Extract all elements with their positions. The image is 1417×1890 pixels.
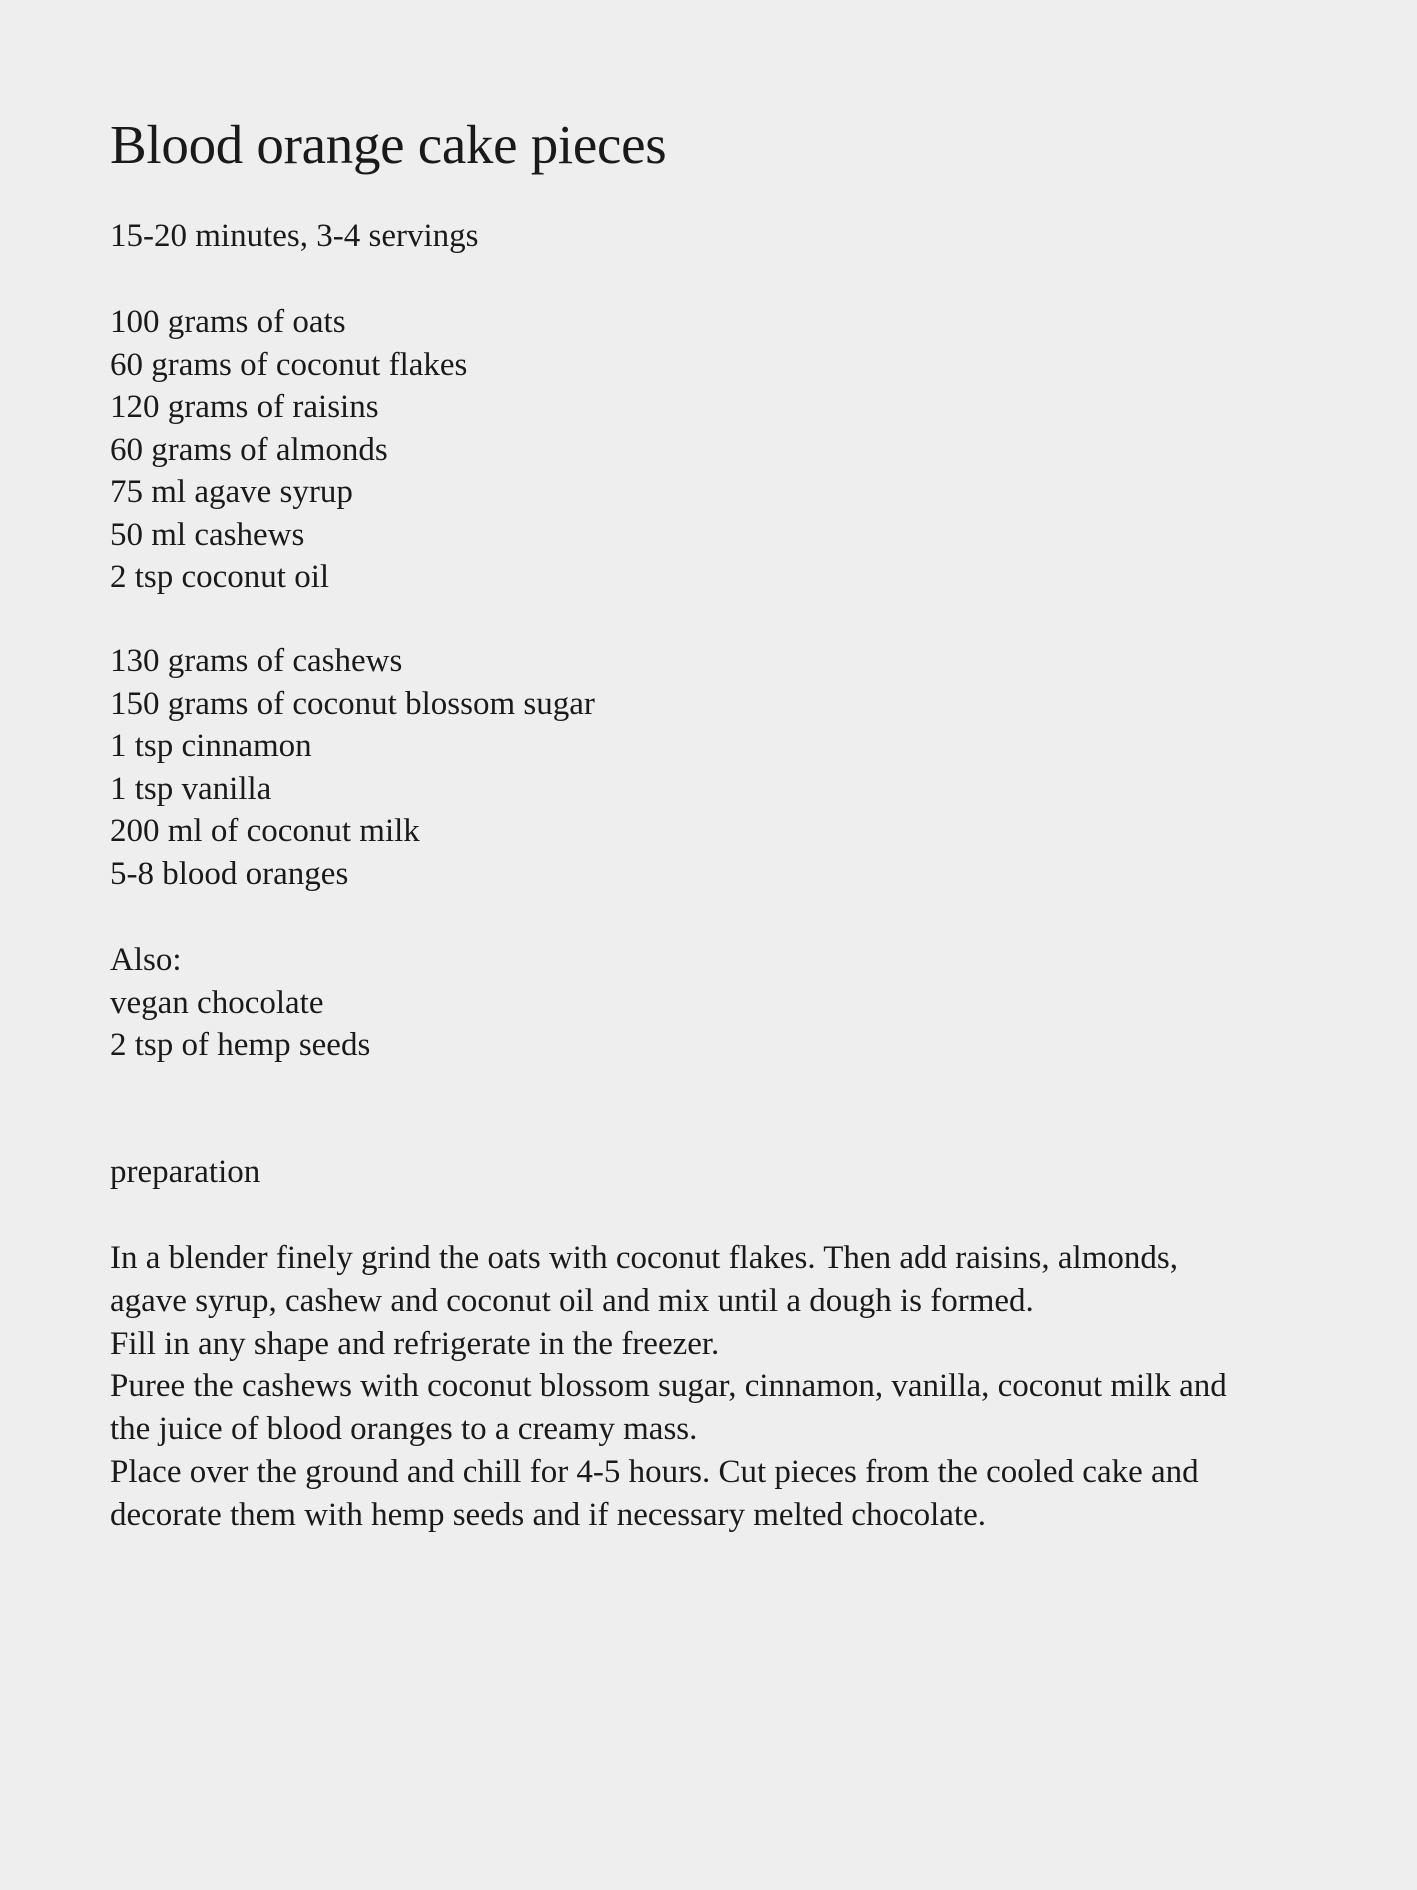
ingredient-item: 75 ml agave syrup bbox=[110, 474, 353, 510]
preparation-line: Fill in any shape and refrigerate in the freezer. bbox=[110, 1325, 720, 1362]
ingredient-item: 50 ml cashews bbox=[110, 516, 305, 553]
preparation-line: In a blender finely grind the oats with coconut flakes. Then add raisins, almonds, bbox=[110, 1240, 1178, 1276]
recipe-title: Blood orange cake pieces bbox=[110, 114, 667, 175]
also-heading: Also: bbox=[110, 942, 182, 978]
preparation-line: the juice of blood oranges to a creamy mass. bbox=[110, 1411, 698, 1448]
ingredient-item: 200 ml of coconut milk bbox=[110, 813, 420, 849]
ingredient-item: 120 grams of raisins bbox=[110, 389, 379, 425]
ingredient-item: 2 tsp of hemp seeds bbox=[110, 1027, 371, 1063]
ingredient-item: 60 grams of almonds bbox=[110, 431, 388, 468]
ingredient-item: 60 grams of coconut flakes bbox=[110, 346, 468, 383]
ingredient-item: 1 tsp cinnamon bbox=[110, 728, 312, 764]
ingredient-item: 5-8 blood oranges bbox=[110, 855, 349, 892]
ingredient-item: 2 tsp coconut oil bbox=[110, 559, 330, 595]
ingredient-item: 150 grams of coconut blossom sugar bbox=[110, 685, 595, 722]
recipe-meta: 15-20 minutes, 3-4 servings bbox=[110, 218, 479, 254]
preparation-line: Puree the cashews with coconut blossom sugar, cinnamon, vanilla, coconut milk and bbox=[110, 1368, 1227, 1405]
ingredient-item: 1 tsp vanilla bbox=[110, 770, 272, 807]
cream-ingredients-list bbox=[110, 640, 595, 895]
preparation-text bbox=[110, 1237, 1310, 1537]
preparation-line: decorate them with hemp seeds and if necessary melted chocolate. bbox=[110, 1496, 986, 1533]
ingredient-item: 100 grams of oats bbox=[110, 304, 346, 340]
base-ingredients-list bbox=[110, 301, 467, 599]
ingredient-item: vegan chocolate bbox=[110, 984, 324, 1021]
preparation-line: agave syrup, cashew and coconut oil and mix until a dough is formed. bbox=[110, 1282, 1034, 1319]
preparation-heading: preparation bbox=[110, 1154, 261, 1190]
also-ingredients-list bbox=[110, 939, 370, 1067]
preparation-line: Place over the ground and chill for 4-5 hours. Cut pieces from the cooled cake and bbox=[110, 1453, 1199, 1490]
ingredient-item: 130 grams of cashews bbox=[110, 643, 403, 679]
